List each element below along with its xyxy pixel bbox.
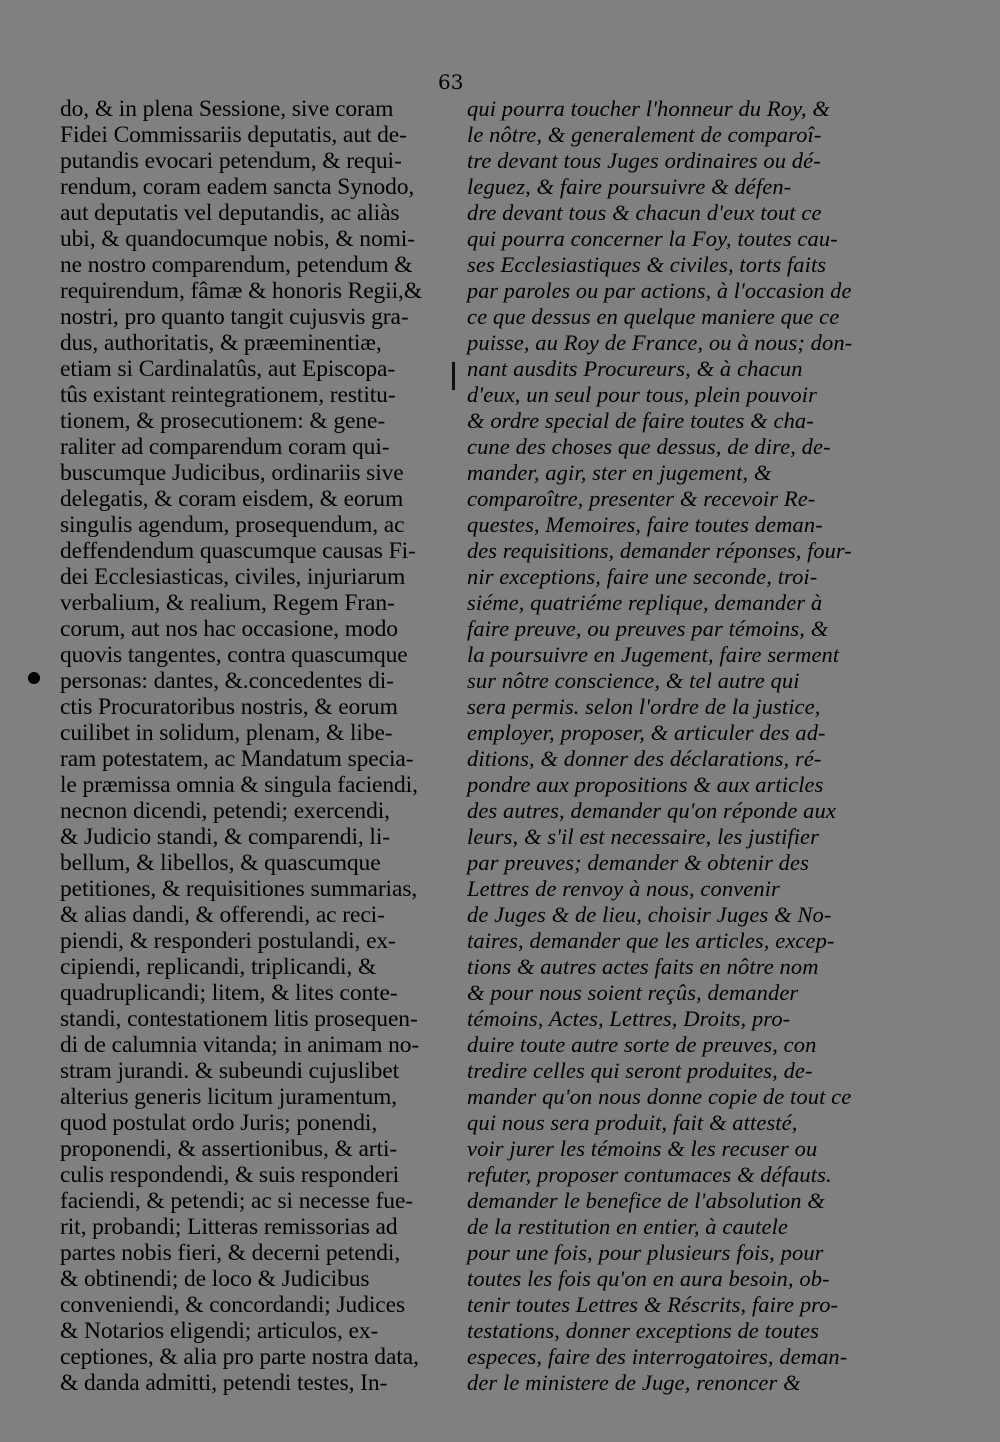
french-text-line: ses Ecclesiastiques & civiles, torts faits	[467, 252, 827, 277]
french-text-line: tre devant tous Juges ordinaires ou dé-	[467, 148, 821, 173]
latin-text-line: & Notarios eligendi; articulos, ex-	[60, 1318, 379, 1344]
latin-text-line: di de calumnia vitanda; in animam no-	[60, 1032, 420, 1058]
latin-text-line: verbalium, & realium, Regem Fran-	[60, 590, 395, 616]
french-text-line: sur nôtre conscience, & tel autre qui	[467, 668, 800, 693]
french-text-line: testations, donner exceptions de toutes	[467, 1318, 819, 1343]
french-text-line: qui pourra concerner la Foy, toutes cau-	[467, 226, 838, 251]
french-text-line: mander, agir, ster en jugement, &	[467, 460, 772, 485]
latin-text-line: piendi, & responderi postulandi, ex-	[60, 928, 396, 954]
french-text-line: puisse, au Roy de France, ou à nous; don-	[467, 330, 853, 355]
french-text-line: ce que dessus en quelque maniere que ce	[467, 304, 840, 329]
french-text-line: de la restitution en entier, à cautele	[467, 1214, 789, 1239]
latin-text-line: quod postulat ordo Juris; ponendi,	[60, 1110, 378, 1136]
french-text-line: par preuves; demander & obtenir des	[467, 850, 809, 875]
latin-text-line: dei Ecclesiasticas, civiles, injuriarum	[60, 564, 406, 590]
latin-text-line: nostri, pro quanto tangit cujusvis gra-	[60, 304, 409, 330]
latin-text-line: rendum, coram eadem sancta Synodo,	[60, 174, 415, 200]
latin-text-line: tûs existant reintegrationem, restitu-	[60, 382, 396, 408]
latin-text-line: ubi, & quandocumque nobis, & nomi-	[60, 226, 415, 252]
latin-text-line: alterius generis licitum juramentum,	[60, 1084, 398, 1110]
margin-bullet-mark	[28, 672, 40, 684]
french-text-line: refuter, proposer contumaces & défauts.	[467, 1162, 832, 1187]
latin-text-line: putandis evocari petendum, & requi-	[60, 148, 402, 174]
latin-text-line: corum, aut nos hac occasione, modo	[60, 616, 398, 642]
french-text-line: qui nous sera produit, fait & attesté,	[467, 1110, 798, 1135]
french-text-line: pour une fois, pour plusieurs fois, pour	[467, 1240, 824, 1265]
latin-text-line: ram potestatem, ac Mandatum specia-	[60, 746, 414, 772]
french-text-line: qui pourra toucher l'honneur du Roy, &	[467, 96, 830, 121]
latin-text-line: le præmissa omnia & singula faciendi,	[60, 772, 418, 798]
latin-text-line: tionem, & prosecutionem: & gene-	[60, 408, 386, 434]
french-text-line: pondre aux propositions & aux articles	[467, 772, 824, 797]
french-text-line: par paroles ou par actions, à l'occasion de	[467, 278, 852, 303]
french-text-line: duire toute autre sorte de preuves, con	[467, 1032, 817, 1057]
margin-bar-mark	[452, 362, 455, 390]
french-text-line: ditions, & donner des déclarations, ré-	[467, 746, 822, 771]
latin-text-line: buscumque Judicibus, ordinariis sive	[60, 460, 404, 486]
french-text-line: témoins, Actes, Lettres, Droits, pro-	[467, 1006, 791, 1031]
latin-text-line: ne nostro comparendum, petendum &	[60, 252, 413, 278]
latin-text-line: conveniendi, & concordandi; Judices	[60, 1292, 405, 1318]
french-text-line: siéme, quatriéme replique, demander à	[467, 590, 823, 615]
latin-text-line: ceptiones, & alia pro parte nostra data,	[60, 1344, 419, 1370]
latin-text-line: rit, probandi; Litteras remissorias ad	[60, 1214, 398, 1240]
french-text-line: la poursuivre en Jugement, faire serment	[467, 642, 840, 667]
latin-text-line: dus, authoritatis, & præeminentiæ,	[60, 330, 382, 356]
latin-text-line: aut deputatis vel deputandis, ac aliàs	[60, 200, 400, 226]
latin-text-line: quovis tangentes, contra quascumque	[60, 642, 408, 668]
french-text-line: questes, Memoires, faire toutes deman-	[467, 512, 823, 537]
latin-text-line: bellum, & libellos, & quascumque	[60, 850, 381, 876]
latin-text-line: raliter ad comparendum coram qui-	[60, 434, 390, 460]
latin-text-line: stram jurandi. & subeundi cujuslibet	[60, 1058, 400, 1084]
french-text-line: tredire celles qui seront produites, de-	[467, 1058, 813, 1083]
french-text-line: taires, demander que les articles, excep-	[467, 928, 835, 953]
french-text-line: Lettres de renvoy à nous, convenir	[467, 876, 780, 901]
french-text-line: nant ausdits Procureurs, & à chacun	[467, 356, 803, 381]
latin-text-line: faciendi, & petendi; ac si necesse fue-	[60, 1188, 414, 1214]
french-text-line: faire preuve, ou preuves par témoins, &	[467, 616, 829, 641]
french-text-line: le nôtre, & generalement de comparoî-	[467, 122, 822, 147]
french-text-line: leurs, & s'il est necessaire, les justifier	[467, 824, 819, 849]
latin-text-line: & obtinendi; de loco & Judicibus	[60, 1266, 370, 1292]
french-text-line: leguez, & faire poursuivre & défen-	[467, 174, 792, 199]
french-text-line: d'eux, un seul pour tous, plein pouvoir	[467, 382, 817, 407]
latin-text-line: do, & in plena Sessione, sive coram	[60, 96, 394, 122]
french-text-line: mander qu'on nous donne copie de tout ce	[467, 1084, 852, 1109]
french-text-line: comparoître, presenter & recevoir Re-	[467, 486, 816, 511]
latin-text-line: ctis Procuratoribus nostris, & eorum	[60, 694, 398, 720]
latin-text-line: deffendendum quascumque causas Fi-	[60, 538, 416, 564]
french-text-line: des autres, demander qu'on réponde aux	[467, 798, 836, 823]
latin-text-line: cipiendi, replicandi, triplicandi, &	[60, 954, 377, 980]
latin-text-line: etiam si Cardinalatûs, aut Episcopa-	[60, 356, 396, 382]
latin-text-column	[60, 96, 450, 1396]
latin-text-line: necnon dicendi, petendi; exercendi,	[60, 798, 390, 824]
latin-text-line: proponendi, & assertionibus, & arti-	[60, 1136, 398, 1162]
french-text-line: voir jurer les témoins & les recuser ou	[467, 1136, 818, 1161]
latin-text-line: petitiones, & requisitiones summarias,	[60, 876, 418, 902]
french-text-line: employer, proposer, & articuler des ad-	[467, 720, 826, 745]
latin-text-line: culis respondendi, & suis responderi	[60, 1162, 400, 1188]
french-text-line: sera permis. selon l'ordre de la justice,	[467, 694, 821, 719]
latin-text-line: partes nobis fieri, & decerni petendi,	[60, 1240, 401, 1266]
latin-text-line: & danda admitti, petendi testes, In-	[60, 1370, 388, 1396]
french-text-line: demander le benefice de l'absolution &	[467, 1188, 825, 1213]
french-text-line: tenir toutes Lettres & Réscrits, faire pro-	[467, 1292, 839, 1317]
french-text-line: de Juges & de lieu, choisir Juges & No-	[467, 902, 832, 927]
french-text-line: & pour nous soient reçûs, demander	[467, 980, 799, 1005]
latin-text-line: & Judicio standi, & comparendi, li-	[60, 824, 391, 850]
latin-text-line: & alias dandi, & offerendi, ac reci-	[60, 902, 385, 928]
latin-text-line: Fidei Commissariis deputatis, aut de-	[60, 122, 407, 148]
french-text-line: nir exceptions, faire une seconde, troi-	[467, 564, 818, 589]
french-text-line: & ordre special de faire toutes & cha-	[467, 408, 814, 433]
french-text-line: des requisitions, demander réponses, four-	[467, 538, 852, 563]
page-number: 63	[438, 70, 464, 94]
latin-text-line: singulis agendum, prosequendum, ac	[60, 512, 405, 538]
french-text-line: especes, faire des interrogatoires, deman-	[467, 1344, 848, 1369]
french-text-line: tions & autres actes faits en nôtre nom	[467, 954, 819, 979]
latin-text-line: delegatis, & coram eisdem, & eorum	[60, 486, 404, 512]
latin-text-line: personas: dantes, &.concedentes di-	[60, 668, 394, 694]
latin-text-line: standi, contestationem litis prosequen-	[60, 1006, 418, 1032]
french-text-line: dre devant tous & chacun d'eux tout ce	[467, 200, 822, 225]
latin-text-line: requirendum, fâmæ & honoris Regii,&	[60, 278, 423, 304]
french-text-line: cune des choses que dessus, de dire, de-	[467, 434, 831, 459]
latin-text-line: cuilibet in solidum, plenam, & libe-	[60, 720, 393, 746]
french-text-column	[467, 96, 852, 1396]
french-text-line: der le ministere de Juge, renoncer &	[467, 1370, 801, 1395]
french-text-line: toutes les fois qu'on en aura besoin, ob-	[467, 1266, 830, 1291]
latin-text-line: quadruplicandi; litem, & lites conte-	[60, 980, 398, 1006]
